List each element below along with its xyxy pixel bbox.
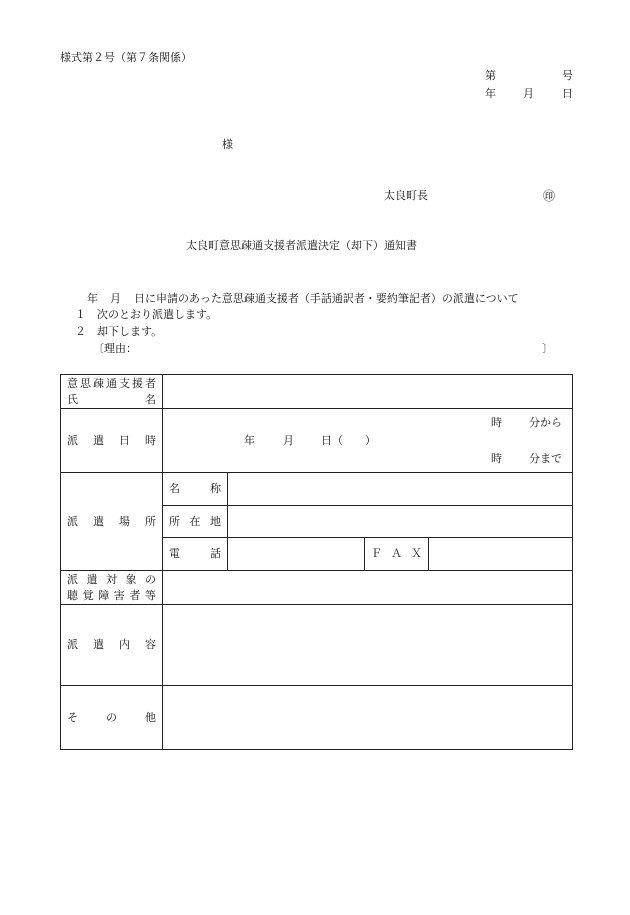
seal-mark: ㊞ [543, 189, 556, 203]
place-address-field[interactable] [228, 506, 573, 538]
sender-title: 太良町長 [384, 189, 428, 202]
place-name-label: 名 称 [163, 473, 228, 506]
body-year-label: 年 [87, 292, 98, 305]
form-number: 様式第２号（第７条関係） [60, 51, 192, 64]
place-address-label: 所 在 地 [163, 506, 228, 538]
date-month-label: 月 [523, 87, 534, 100]
place-name-field[interactable] [228, 473, 573, 506]
other-label: そ の 他 [61, 686, 163, 750]
row-place-name [61, 473, 573, 506]
recipient-honorific: 様 [222, 138, 233, 151]
time-to-minute: 分まで [529, 452, 562, 465]
body-month-label: 月 [110, 292, 121, 305]
dispatch-place-label: 派 遣 場 所 [61, 473, 163, 571]
reason-open: 〔理由： [93, 342, 137, 355]
dispatch-day-weekday-label: 日（ ） [321, 434, 376, 447]
document-title: 太良町意思疎通支援者派遣決定（却下）通知書 [186, 239, 417, 252]
target-person-label: 派遣対象の 聴覚障害者等 [61, 571, 163, 605]
target-person-field[interactable] [163, 571, 573, 605]
row-other [61, 686, 573, 750]
dispatch-year-label: 年 [244, 434, 255, 447]
time-from-hour: 時 [491, 416, 502, 429]
place-fax-label: Ｆ Ａ Ｘ [365, 538, 429, 571]
place-phone-field[interactable] [228, 538, 365, 571]
doc-number-prefix: 第 [485, 69, 496, 82]
item1-text: 次のとおり派遣します。 [97, 308, 218, 321]
doc-number-suffix: 号 [562, 69, 573, 82]
dispatch-content-label: 派 遣 内 容 [61, 605, 163, 686]
time-to-hour: 時 [491, 452, 502, 465]
supporter-name-field[interactable] [163, 375, 573, 409]
row-dispatch-content [61, 605, 573, 686]
dispatch-datetime-label: 派 遣 日 時 [61, 409, 163, 473]
supporter-name-label: 意思疎通支援者 氏 名 [61, 375, 163, 409]
item2-number: ２ [75, 325, 86, 338]
place-phone-label: 電 話 [163, 538, 228, 571]
item2-text: 却下します。 [97, 325, 163, 338]
body-intro: 日に申請のあった意思疎通支援者（手話通訳者・要約筆記者）の派遣について [134, 292, 519, 305]
row-supporter-name [61, 375, 573, 409]
time-from-minute: 分から [529, 416, 562, 429]
row-target-person [61, 571, 573, 605]
dispatch-month-label: 月 [283, 434, 294, 447]
dispatch-datetime-field[interactable] [163, 409, 573, 473]
row-dispatch-datetime [61, 409, 573, 473]
reason-close: 〕 [542, 342, 553, 355]
dispatch-form-table [60, 374, 573, 750]
other-field[interactable] [163, 686, 573, 750]
item1-number: １ [75, 308, 86, 321]
place-fax-field[interactable] [429, 538, 573, 571]
date-day-label: 日 [562, 87, 573, 100]
dispatch-content-field[interactable] [163, 605, 573, 686]
date-year-label: 年 [485, 87, 496, 100]
